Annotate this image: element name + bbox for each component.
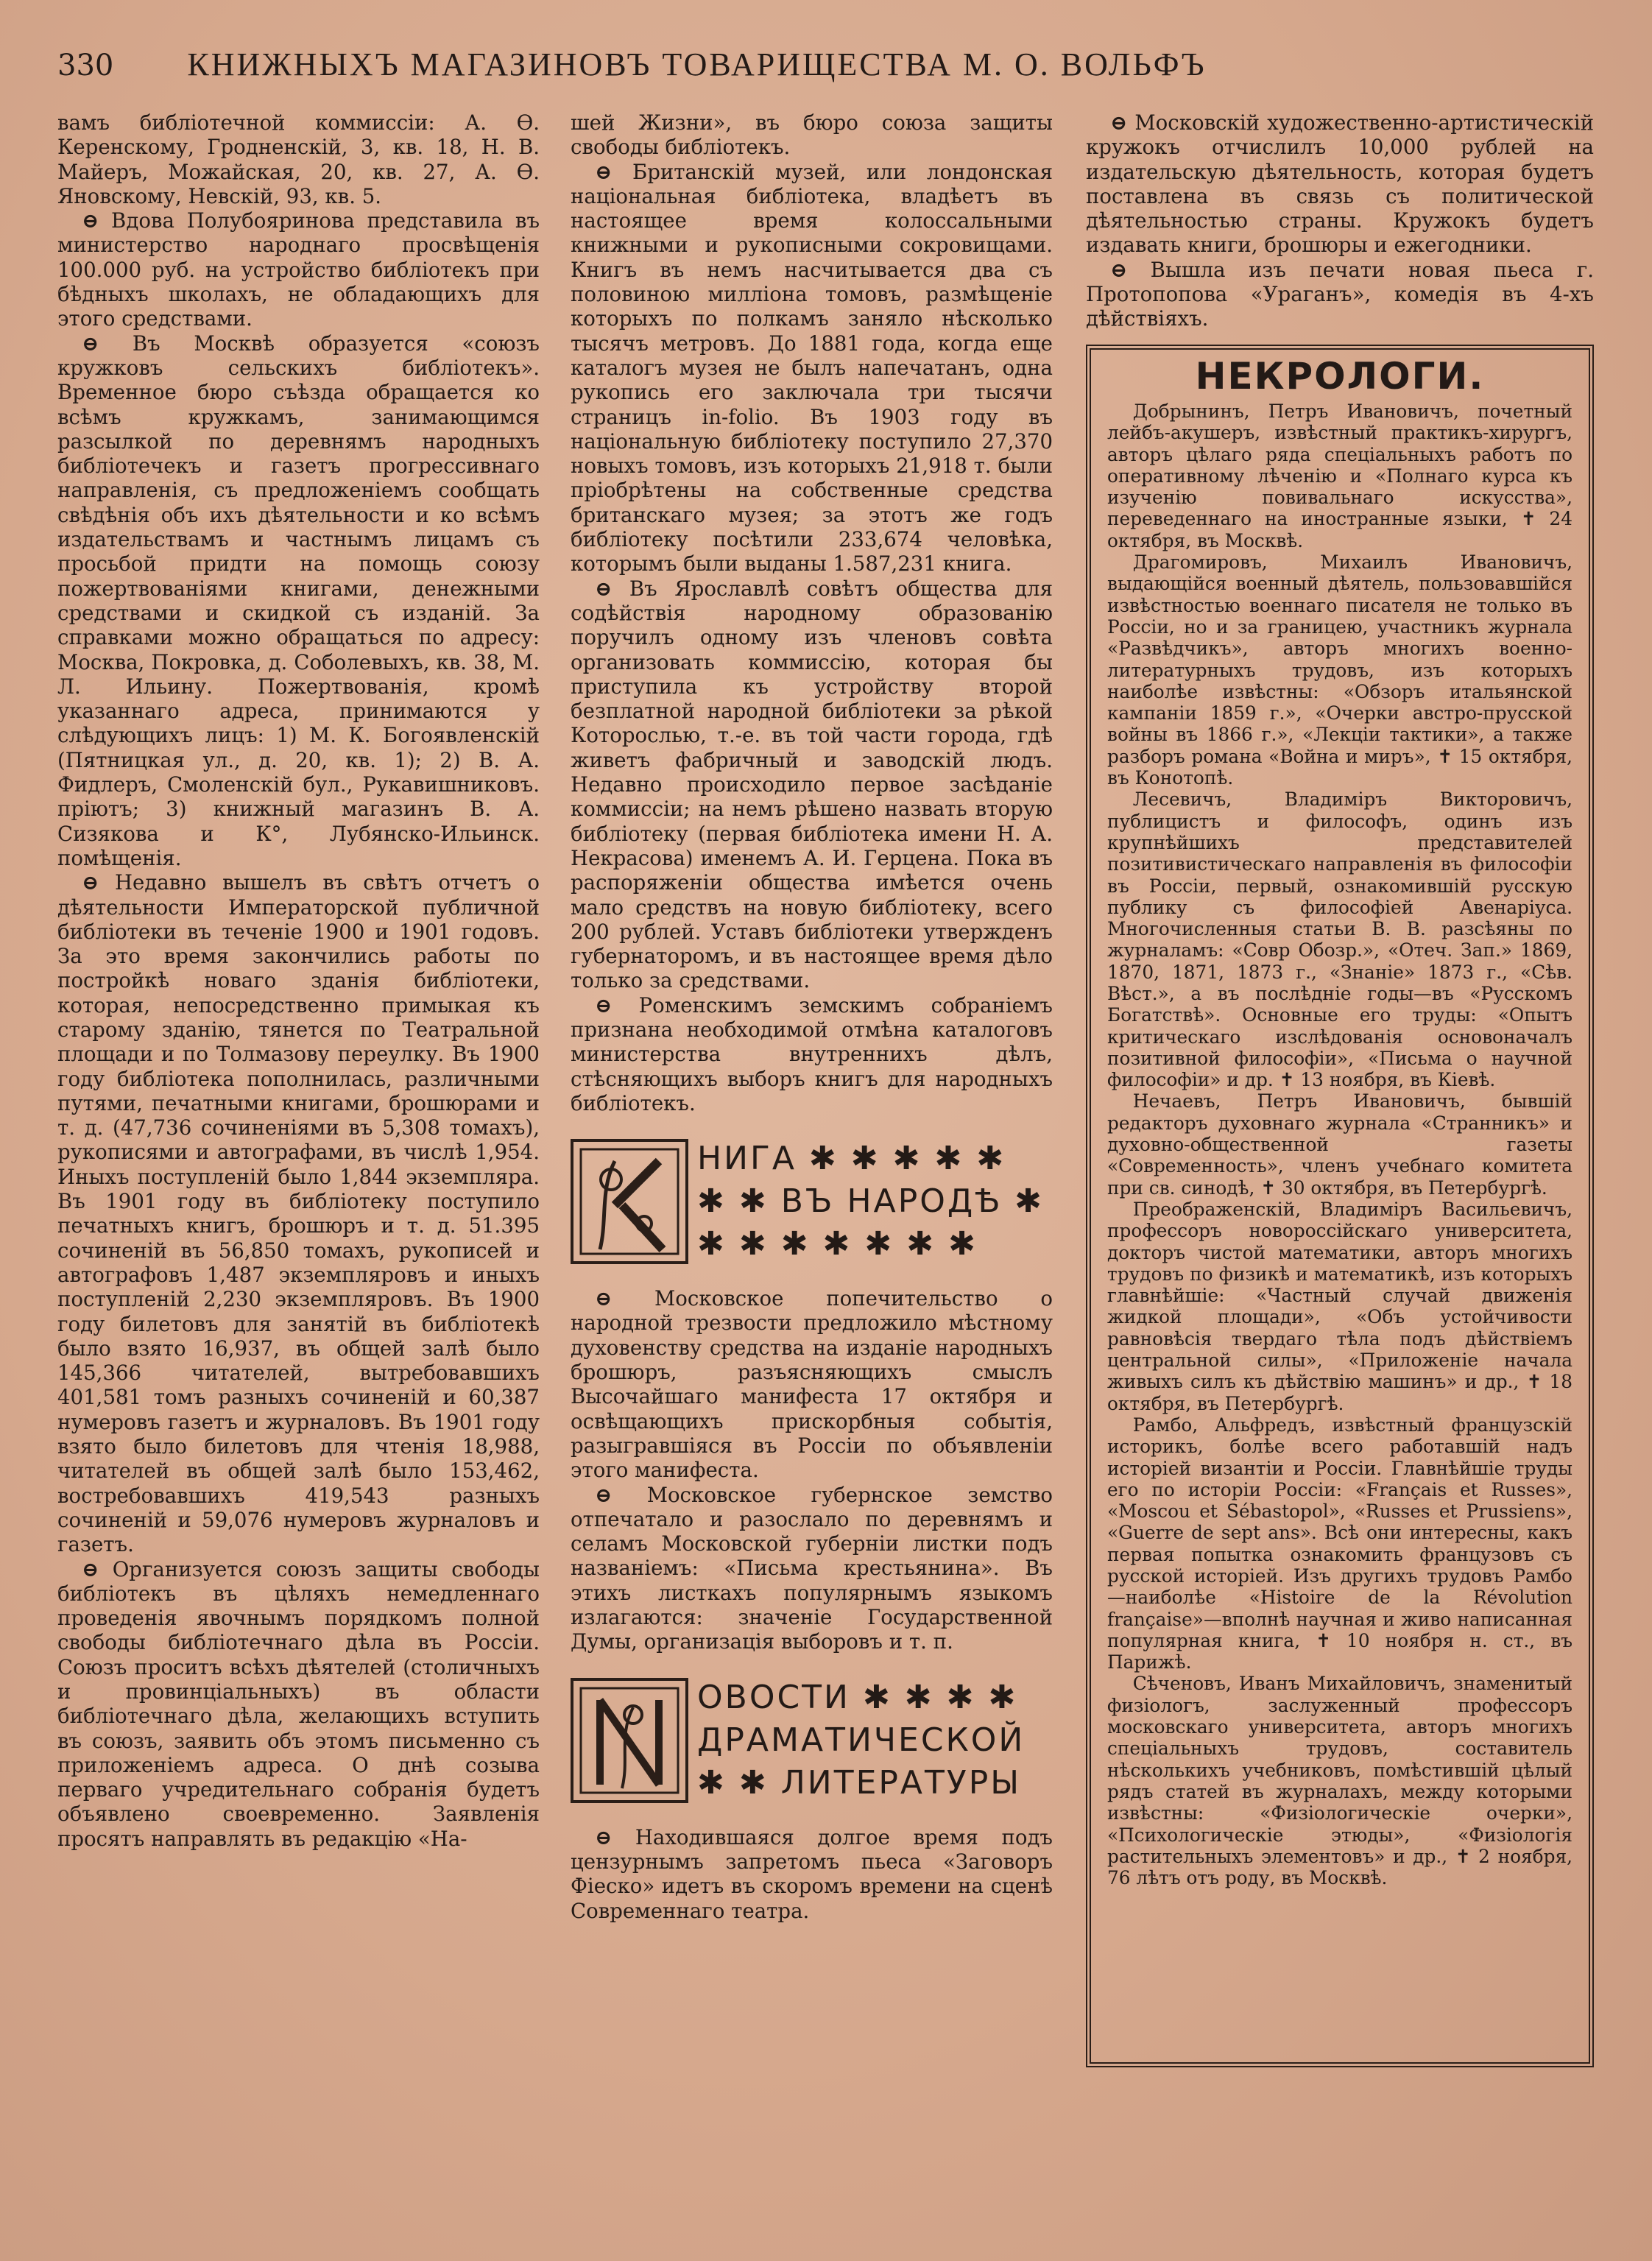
paragraph-union-rural-libraries: ⊖ Въ Москвѣ образуется «союзъ кружковъ сельскихъ библіотекъ». Временное бюро съѣзда обращается ко всѣмъ кружкамъ, занимающимся разсылкой по деревнямъ народныхъ библіотечекъ и газетъ прогрессивнаго направленія, съ предложеніемъ сообщать свѣдѣнія объ ихъ дѣятельности и ко всѣмъ издательствамъ и частнымъ лицамъ съ просьбой придти на помощь союзу пожертвованіями книгами, денежными средствами и скидкой съ изданій. За справками можно обращаться по адресу: Москва, Покровка, д. Соболевыхъ, кв. 38, М. Л. Ильину. Пожертвованія, кромѣ указаннаго адреса, принимаются у слѣдующихъ лицъ: 1) М. К. Богоявленскій (Пятницкая ул., д. 20, кв. 1); 2) В. А. Фидлеръ, Смоленскій бул., Рукавишниковъ. пріютъ; 3) книжный магазинъ В. А. Сизякова и К°, Лубянско-Ильинск. помѣщенія.: [57, 331, 540, 870]
section-heading-book-to-people: [571, 1132, 1053, 1271]
initial-n-ornament-icon: [571, 1678, 688, 1803]
bullet-icon: ⊖: [82, 208, 99, 233]
paragraph-polubojarinova: ⊖ Вдова Полубояринова представила въ министерство народнаго просвѣщенія 100.000 руб. на устройство библіотекъ при бѣдныхъ школахъ, не обладающихъ для этого средствами.: [57, 208, 540, 331]
bullet-icon: ⊖: [82, 870, 99, 895]
bullet-icon: ⊖: [1110, 110, 1128, 135]
bullet-icon: ⊖: [595, 1286, 613, 1311]
paragraph-protopopov-play: ⊖ Вышла изъ печати новая пьеса г. Протопопова «Ураганъ», комедія въ 4-хъ дѣйствіяхъ.: [1086, 257, 1595, 331]
bullet-icon: ⊖: [82, 331, 99, 356]
section-heading-text: ОВОСТИ ✱ ✱ ✱ ✱ ДРАМАТИЧЕСКОЙ ✱ ✱ ЛИТЕРАТУРЫ: [697, 1678, 1026, 1802]
paragraph-sobriety-trust: ⊖ Московское попечительство о народной трезвости предложило мѣстному духовенству средства на изданіе народныхъ брошюръ, разъясняющихъ смыслъ Высочайшаго манифеста 17 октября и освѣщающихъ прискорбныя событія, разыгравшіяся въ Россіи по объявленіи этого манифеста.: [571, 1286, 1053, 1483]
section-heading-text: НИГА ✱ ✱ ✱ ✱ ✱ ✱ ✱ ВЪ НАРОДѢ ✱ ✱ ✱ ✱ ✱ ✱ ✱ ✱: [697, 1140, 1044, 1263]
paragraph-art-circle: ⊖ Московскій художественно-артистическій кружокъ отчислилъ 10,000 рублей на издательскую дѣятельность, которая будетъ поставлена въ связь съ политической дѣятельностью страны. Кружокъ будетъ издавать книги, брошюры и ежегодники.: [1086, 110, 1594, 258]
obituary-entry: Сѣченовъ, Иванъ Михайловичъ, знаменитый физіологъ, заслуженный профессоръ московскаго университета, авторъ многихъ спеціальныхъ трудовъ, составитель нѣсколькихъ учебниковъ, помѣстившій цѣлый рядъ статей въ журналахъ, между которыми извѣстны: «Физіологическіе очерки», «Психологическіе этюды», «Физіологія растительныхъ элементовъ» и др., ✝ 2 ноября, 76 лѣтъ отъ роду, въ Москвѣ.: [1107, 1673, 1572, 1889]
paragraph-imperial-library-report: ⊖ Недавно вышелъ въ свѣтъ отчетъ о дѣятельности Императорской публичной библіотеки въ теченіе 1900 и 1901 годовъ. За это время закончились работы по постройкѣ новаго зданія библіотеки, которая, непосредственно примыкая къ старому зданію, тянется по Театральной площади и по Толмазову переулку. Въ 1900 году библіотека пополнилась, различными путями, печатными книгами, брошюрами и т. д. (47,736 сочиненіями въ 5,308 томахъ), рукописями и автографами, въ числѣ 1,954. Иныхъ поступленій было 1,844 экземпляра. Въ 1901 году въ библіотеку поступило печатныхъ книгъ, брошюръ и т. д. 51.395 сочиненій въ 56,850 томахъ, рукописей и автографовъ 1,487 экземпляровъ и иныхъ поступленій 2,230 экземпляровъ. Въ 1900 году билетовъ для занятій въ библіотекѣ было взято 16,937, въ общей залѣ было 145,366 читателей, вытребовавшихъ 401,581 томъ разныхъ сочиненій и 60,387 нумеровъ газетъ и журналовъ. Въ 1901 году взято было билетовъ для чтенія 18,988, читателей въ общей залѣ было 153,462, востребовавшихъ 419,543 разныхъ сочиненій и 59,076 нумеровъ журналовъ и газетъ.: [57, 870, 540, 1557]
paragraph-fiesco-play: ⊖ Находившаяся долгое время подъ цензурнымъ запретомъ пьеса «Заговоръ Фіеско» идетъ въ скоромъ времени на сценѣ Современнаго театра.: [571, 1824, 1053, 1923]
column-3: [1086, 110, 1594, 2067]
bullet-icon: ⊖: [595, 992, 613, 1017]
column-1: [57, 110, 540, 1851]
bullet-icon: ⊖: [595, 1482, 613, 1507]
obituary-entry: Нечаевъ, Петръ Ивановичъ, бывшій редакторъ духовнаго журнала «Странникъ» и духовно-общественной газеты «Современность», членъ учебнаго комитета при св. синодѣ, ✝ 30 октября, въ Петербургѣ.: [1107, 1090, 1572, 1199]
section-heading-drama-news: [571, 1671, 1053, 1810]
paragraph-keren-address: вамъ библіотечной коммиссіи: А. Ѳ. Керенскому, Гродненскій, 3, кв. 18, Н. В. Майеръ, Можайская, 20, кв. 27, А. Ѳ. Яновскому, Невскій, 93, кв. 5.: [57, 110, 540, 208]
bullet-icon: ⊖: [595, 159, 613, 184]
obituary-entry: Рамбо, Альфредъ, извѣстный французскій историкъ, болѣе всего работавшій надъ исторіей византіи и Россіи. Главнѣйшіе труды его по исторіи Россіи: «Français et Russes», «Moscou et Sébastopol», «Russes et Prussiens», «Guerre de sept ans». Всѣ они интересны, какъ первая попытка ознакомить французовъ съ русской исторіей. Изъ другихъ трудовъ Рамбо—наиболѣе «Histoire de la Révolution française»—вполнѣ научная и живо написанная популярная книга, ✝ 10 ноября н. ст., въ Парижѣ.: [1107, 1414, 1572, 1673]
paragraph-british-museum: ⊖ Британскій музей, или лондонская національная библіотека, владѣетъ въ настоящее время колоссальными книжными и рукописными сокровищами. Книгъ въ немъ насчитывается два съ половиною милліона томовъ, размѣщеніе которыхъ по полкамъ заняло нѣсколько тысячъ метровъ. До 1881 года, когда еще каталогъ музея не былъ напечатанъ, одна рукопись его заключала три тысячи страницъ in-folio. Въ 1903 году въ національную библіотеку поступило 27,370 новыхъ томовъ, изъ которыхъ 21,918 т. были пріобрѣтены на собственные средства британскаго музея; за этотъ же годъ библіотеку посѣтили 233,674 человѣка, которымъ были выданы 1.587,231 книга.: [571, 159, 1053, 576]
paragraph-romny-zemstvo: ⊖ Роменскимъ земскимъ собраніемъ признана необходимой отмѣна каталоговъ министерства внутреннихъ дѣлъ, стѣсняющихъ выборъ книгъ для народныхъ библіотекъ.: [571, 992, 1053, 1115]
bullet-icon: ⊖: [82, 1556, 99, 1581]
obituary-entry: Драгомировъ, Михаилъ Ивановичъ, выдающійся военный дѣятель, пользовавшійся извѣстностью военнаго писателя не только въ Россіи, но и за границею, участникъ журнала «Развѣдчикъ», авторъ многихъ военно-литературныхъ трудовъ, изъ которыхъ наиболѣе извѣстны: «Обзоръ итальянской кампаніи 1859 г.», «Очерки австро-прусской войны въ 1866 г.», «Лекціи тактики», а также разборъ романа «Война и миръ», ✝ 15 октября, въ Конотопѣ.: [1107, 551, 1572, 789]
obituary-entry: Лесевичъ, Владиміръ Викторовичъ, публицистъ и философъ, одинъ изъ крупнѣйшихъ представителей позитивистическаго направленія въ философіи въ Россіи, первый, ознакомившій русскую публику съ философіей Авенаріуса. Многочисленныя статьи В. В. разсѣяны по журналамъ: «Совр Обозр.», «Отеч. Зап.» 1869, 1870, 1871, 1873 г., «Знаніе» 1873 г., «Сѣв. Вѣст.», а въ послѣдніе годы—въ «Русскомъ Богатствѣ». Основные его труды: «Опытъ критическаго изслѣдованія основоначалъ позитивной философіи», «Письма о научной философіи» и др. ✝ 13 ноября, въ Кіевѣ.: [1107, 789, 1572, 1091]
bullet-icon: ⊖: [595, 576, 613, 601]
bullet-icon: ⊖: [1110, 257, 1128, 282]
paragraph-library-freedom-union: ⊖ Организуется союзъ защиты свободы библіотекъ въ цѣляхъ немедленнаго проведенія явочнымъ порядкомъ полной свободы библіотечнаго дѣла въ Россіи. Союзъ проситъ всѣхъ дѣятелей (столичныхъ и провинціальныхъ) въ области библіотечнаго дѣла, желающихъ вступить въ союзъ, заявить объ этомъ письменно съ приложеніемъ адреса. О днѣ созыва перваго учредительнаго собранія будетъ объявлено своевременно. Заявленія просятъ направлять въ редакцію «На-: [57, 1556, 540, 1851]
paragraph-continuation: шей Жизни», въ бюро союза защиты свободы библіотекъ.: [571, 110, 1053, 160]
running-title: КНИЖНЫХЪ МАГАЗИНОВЪ ТОВАРИЩЕСТВА М. О. ВОЛЬФЪ: [187, 46, 1207, 82]
column-2: [571, 110, 1053, 1923]
initial-k-ornament-icon: [571, 1139, 688, 1264]
page-header: [57, 46, 1611, 90]
obituary-entry: Преображенскій, Владиміръ Васильевичъ, профессоръ новороссійскаго университета, докторъ чистой математики, авторъ многихъ трудовъ по физикѣ и математикѣ, изъ которыхъ главнѣйшіе: «Частный случай движенія жидкой площади», «Объ устойчивости равновѣсія твердаго тѣла подъ дѣйствіемъ центральной силы», «Приложеніе начала живыхъ силъ къ дѣйствію машинъ» и др., ✝ 18 октября, въ Петербургѣ.: [1107, 1198, 1572, 1414]
paragraph-yaroslavl: ⊖ Въ Ярославлѣ совѣтъ общества для содѣйствія народному образованію поручилъ одному изъ членовъ совѣта организовать коммиссію, которая бы приступила къ устройству второй безплатной народной библіотеки за рѣкой Которослью, т.-е. въ той части города, гдѣ живетъ фабричный и заводскій людъ. Недавно происходило первое засѣданіе коммиссіи; на немъ рѣшено назвать вторую библіотеку (первая библіотека имени Н. А. Некрасова) именемъ А. И. Герцена. Пока въ распоряженіи общества имѣется очень мало средствъ на новую библіотеку, всего 200 рублей. Уставъ библіотеки утвержденъ губернаторомъ, и въ настоящее время дѣло только за средствами.: [571, 576, 1053, 993]
obituaries-box: [1086, 345, 1594, 2067]
obituaries-title: НЕКРОЛОГИ.: [1195, 354, 1485, 398]
paragraph-moscow-zemstvo: ⊖ Московское губернское земство отпечатало и разослало по деревнямъ и селамъ Московской губерніи листки подъ названіемъ: «Письма крестьянина». Въ этихъ листкахъ популярнымъ языкомъ излагаются: значеніе Государственной Думы, организація выборовъ и т. п.: [571, 1482, 1053, 1654]
bullet-icon: ⊖: [595, 1824, 613, 1849]
page-number: 330: [57, 49, 114, 82]
obituary-entry: Добрынинъ, Петръ Ивановичъ, почетный лейбъ-акушеръ, извѣстный практикъ-хирургъ, авторъ цѣлаго ряда спеціальныхъ работъ по оперативному лѣченію и «Полнаго курса къ изученію повивальнаго искусства», переведеннаго на иностранные языки, ✝ 24 октября, въ Москвѣ.: [1107, 400, 1572, 551]
